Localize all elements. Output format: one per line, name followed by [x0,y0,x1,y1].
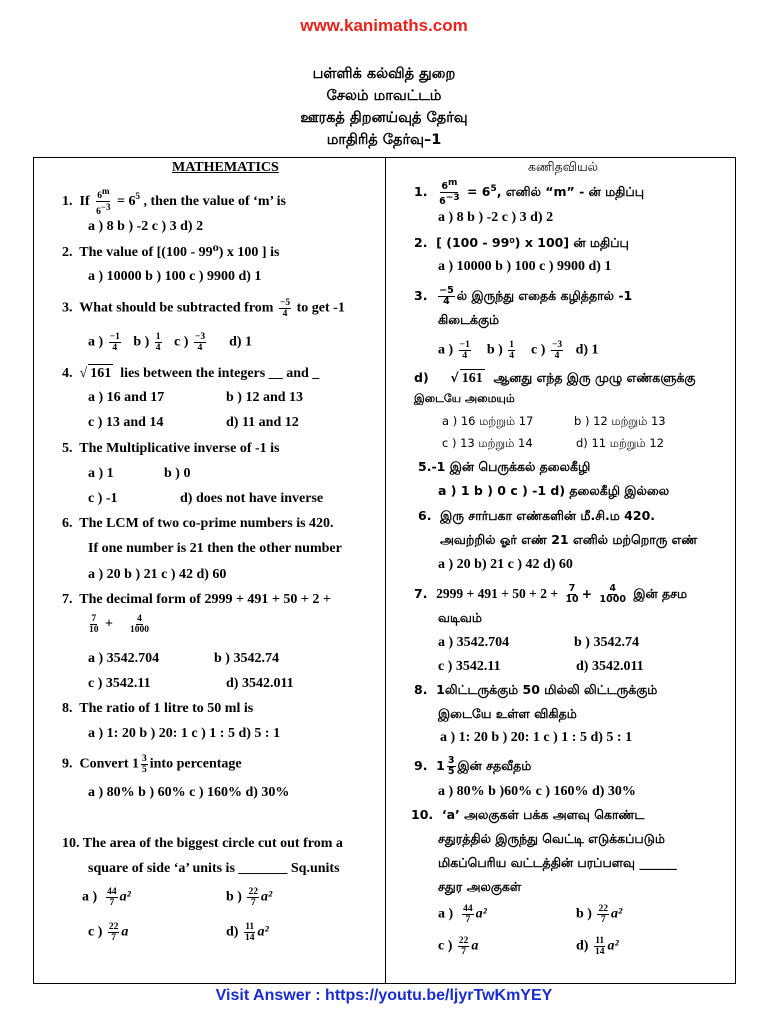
q1-number: 1. [62,193,73,209]
english-q6-line2: If one number is 21 then the other number [88,541,342,556]
tamil-q4-option-c: c ) 13 மற்றும் 14 [442,436,533,450]
english-q7-option-c: c ) 3542.11 [88,676,151,691]
english-q7: 7. The decimal form of 2999 + 491 + 50 + 2 + [62,592,331,607]
english-q5-option-d: d) does not have inverse [180,491,324,506]
tamil-q5-options: a ) 1 b ) 0 c ) -1 d) தலைகீழி இல்லை [438,483,670,498]
tamil-q4-option-a: a ) 16 மற்றும் 17 [442,414,534,428]
tamil-q6-line2: அவற்றில் ஓர் எண் 21 எனில் மற்றொரு எண் [440,532,698,547]
english-q10-line2: square of side ‘a’ units is _______ Sq.units [88,861,340,876]
tamil-q8-line2: இடையே உள்ள விகிதம் [438,706,577,721]
tamil-q6-options: a ) 20 b) 21 c ) 42 d) 60 [438,557,573,572]
tamil-q4: d) √ 161 ஆனது எந்த இரு முழு எண்களுக்கு [414,370,696,386]
tamil-q9-options: a ) 80% b )60% c ) 160% d) 30% [438,784,636,799]
tamil-q7: 7. 2999 + 491 + 50 + 2 + $\frac{7}{10}$ + $\frac{4}{1000}$ இன் தசம [414,583,688,605]
tamil-q7-line2: வடிவம் [438,610,482,625]
english-q3-options: a ) $\frac{-1}{4}$ b ) $\frac{1}{4}$ c ) $\frac{-3}{4}$ d) 1 [88,332,253,353]
q1-prefix: If [79,193,90,209]
tamil-q7-option-b: b ) 3542.74 [574,635,639,650]
tamil-q4-option-b: b ) 12 மற்றும் 13 [574,414,666,428]
english-q4-option-b: b ) 12 and 13 [226,390,304,405]
header-district: சேலம் மாவட்டம் [326,88,442,104]
english-q5: 5. The Multiplicative inverse of -1 is [62,441,280,456]
english-q7-option-b: b ) 3542.74 [214,651,279,666]
tamil-q4-line2: இடையே அமையும் [414,392,515,405]
tamil-heading: கணிதவியல் [528,159,599,174]
english-q5-option-a: a ) 1 [88,466,114,481]
tamil-q4-option-d: d) 11 மற்றும் 12 [576,436,664,450]
tamil-q3: 3. $\frac{-5}{4}$ ல் இருந்து எதைக் கழித்தால் -1 [414,285,633,307]
english-q2-options: a ) 10000 b ) 100 c ) 9900 d) 1 [88,269,262,284]
q1-text: , then the value of ‘m’ is [143,193,286,209]
english-q10-option-b: b ) $\frac{22}{7}$ a² [226,887,273,908]
tamil-q10-option-b: b ) $\frac{22}{7}$ a² [576,904,623,925]
english-q7-option-d: d) 3542.011 [226,676,294,691]
english-q4-option-d: d) 11 and 12 [226,415,299,430]
english-q6-options: a ) 20 b ) 21 c ) 42 d) 60 [88,567,227,582]
q1-fraction: $\frac{6^m}{6^{-3}}$ [96,186,111,218]
english-q6: 6. The LCM of two co-prime numbers is 420. [62,516,334,531]
english-q4: 4. √ 161 lies between the integers __ and _ [62,366,320,381]
tamil-q3-line2: கிடைக்கும் [438,312,500,327]
english-q8-options: a ) 1: 20 b ) 20: 1 c ) 1 : 5 d) 5 : 1 [88,726,281,741]
tamil-q10-line2: சதுரத்தில் இருந்து வெட்டி எடுக்கப்படும் [438,831,665,846]
english-q7-option-a: a ) 3542.704 [88,651,160,666]
english-q7-fractions: $\frac{7}{10}$ + $\frac{4}{1000}$ [89,614,149,635]
english-heading: MATHEMATICS [172,160,279,175]
english-q10-option-d: d) $\frac{11}{14}$ a² [226,922,269,943]
tamil-q6: 6. இரு சார்பகா எண்களின் மீ.சி.ம 420. [418,508,656,523]
tamil-q10-line4: சதுர அலகுகள் [438,879,522,894]
english-q8: 8. The ratio of 1 litre to 50 ml is [62,701,254,716]
english-q3: 3. What should be subtracted from $\frac{-5}{4}$ to get -1 [62,298,345,319]
tamil-q2: 2. [ (100 - 99⁰) x 100] ன் மதிப்பு [414,235,629,250]
site-url[interactable]: www.kanimaths.com [300,16,468,35]
tamil-q5: 5.-1 இன் பெருக்கல் தலைகீழி [418,459,591,474]
tamil-q1-options: a ) 8 b ) -2 c ) 3 d) 2 [438,210,554,225]
column-divider [385,157,386,984]
english-q1: 1. If $\frac{6^m}{6^{-3}}$ = $6^5$ , then the value of ‘m’ is [62,186,286,218]
english-q5-option-b: b ) 0 [164,466,191,481]
footer-answer-link[interactable]: Visit Answer : https://youtu.be/ljyrTwKmYEY [215,987,553,1004]
header-exam: ஊரகத் திறனய்வுத் தேர்வு [300,110,468,126]
tamil-q7-option-c: c ) 3542.11 [438,659,501,674]
english-q9: 9. Convert 1 $\frac{3}{5}$ into percentage [62,754,242,775]
tamil-q10-option-d: d) $\frac{11}{14}$ a² [576,936,619,957]
english-q10: 10. The area of the biggest circle cut out from a [62,836,343,851]
tamil-q7-option-a: a ) 3542.704 [438,635,510,650]
english-q10-option-a: a ) $\frac{44}{7}$ a² [82,887,131,908]
tamil-q9: 9. 1 $\frac{3}{5}$ இன் சதவீதம் [414,755,532,777]
english-q4-option-c: c ) 13 and 14 [88,415,164,430]
tamil-q10-option-c: c ) $\frac{22}{7}$ a [438,936,479,957]
tamil-q10-option-a: a ) $\frac{44}{7}$ a² [438,904,487,925]
english-q4-option-a: a ) 16 and 17 [88,390,165,405]
tamil-q8: 8. 1லிட்டருக்கும் 50 மில்லி லிட்டருக்கும் [414,682,658,697]
tamil-q8-options: a ) 1: 20 b ) 20: 1 c ) 1 : 5 d) 5 : 1 [440,730,633,745]
english-q9-options: a ) 80% b ) 60% c ) 160% d) 30% [88,785,290,800]
tamil-q1: 1. $\frac{6^m}{6^{-3}}$ = $6^5$, எனில் “m” - ன் மதிப்பு [414,178,645,208]
tamil-q3-options: a ) $\frac{-1}{4}$ b ) $\frac{1}{4}$ c ) $\frac{-3}{4}$ d) 1 [438,340,599,361]
tamil-q10: 10. ‘a’ அலகுகள் பக்க அளவு கொண்ட [411,807,645,822]
tamil-q10-line3: மிகப்பெரிய வட்டத்தின் பரப்பளவு ______ [438,855,677,870]
header-department: பள்ளிக் கல்வித் துறை [312,66,456,82]
english-q1-options: a ) 8 b ) -2 c ) 3 d) 2 [88,219,204,234]
tamil-q7-option-d: d) 3542.011 [576,659,644,674]
english-q2: 2. The value of [(100 - 99⁰) x 100 ] is [62,245,280,260]
tamil-q2-options: a ) 10000 b ) 100 c ) 9900 d) 1 [438,259,612,274]
header-model-test: மாதிரித் தேர்வு–1 [326,132,442,148]
english-q5-option-c: c ) -1 [88,491,118,506]
english-q10-option-c: c ) $\frac{22}{7}$ a [88,922,129,943]
